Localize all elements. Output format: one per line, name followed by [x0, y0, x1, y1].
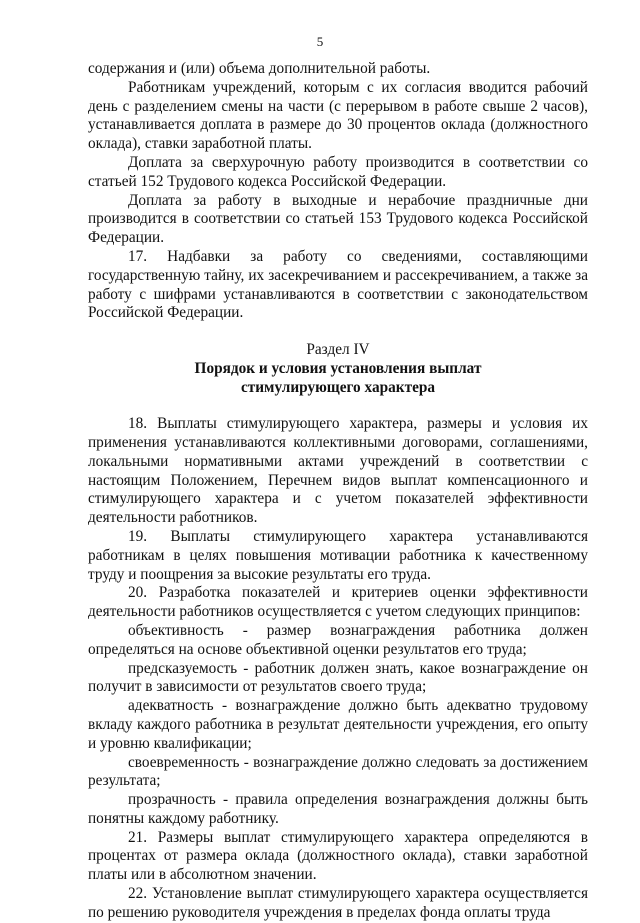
section-title-line: Порядок и условия установления выплат — [194, 360, 482, 378]
paragraph: 19. Выплаты стимулирующего характера устанавливаются работникам в целях повышения мотивации работника к качественному труду и поощрения за высокие результаты его труда. — [88, 527, 588, 583]
section-heading — [88, 340, 588, 397]
paragraph: 18. Выплаты стимулирующего характера, размеры и условия их применения устанавливаются коллективными договорами, соглашениями, локальными нормативными актами учреждений в соответствии с настоящим Положением, Перечнем видов выплат компенсационного и стимулирующего характера и с учетом показателей эффективности деятельности работников. — [88, 415, 588, 527]
list-item: прозрачность - правила определения вознаграждения должны быть понятны каждому работнику. — [88, 791, 588, 827]
list-item: адекватность - вознаграждение должно быть адекватно трудовому вкладу каждого работника в результат деятельности учреждения, его опыту и уровню квалификации; — [88, 697, 588, 752]
paragraph: 21. Размеры выплат стимулирующего характера определяются в процентах от размера оклада (должностного оклада), ставки заработной платы или в абсолютном значении. — [88, 828, 588, 884]
list-item: предсказуемость - работник должен знать, какое вознаграждение он получит в зависимости от результатов своего труда; — [88, 659, 588, 696]
paragraph: содержания и (или) объема дополнительной работы. — [88, 60, 431, 77]
page-number: 5 — [316, 34, 324, 49]
paragraph: 17. Надбавки за работу со сведениями, составляющими государственную тайну, их засекречиванием и рассекречиванием, а также за работу с шифрами устанавливаются в соответствии с законодательством Российской Федерации. — [88, 247, 588, 322]
paragraph: Доплата за сверхурочную работу производится в соответствии со статьей 152 Трудового кодекса Российской Федерации. — [88, 153, 588, 190]
paragraph: 22. Установление выплат стимулирующего характера осуществляется по решению руководителя учреждения в пределах фонда оплаты труда — [88, 885, 588, 921]
list-item: своевременность - вознаграждение должно следовать за достижением результата; — [88, 753, 588, 790]
paragraph: Работникам учреждений, которым с их согласия вводится рабочий день с разделением смены на части (с перерывом в работе свыше 2 часов), устанавливается доплата в размере до 30 процентов оклада (должностного оклада), ставки заработной платы. — [88, 78, 588, 153]
document-body — [88, 60, 588, 923]
list-item: объективность - размер вознаграждения работника должен определяться на основе объективной оценки результатов его труда; — [88, 621, 588, 658]
section-number: Раздел IV — [306, 341, 370, 359]
paragraph: 20. Разработка показателей и критериев оценки эффективности деятельности работников осуществляется с учетом следующих принципов: — [88, 584, 588, 621]
section-title-line: стимулирующего характера — [240, 379, 436, 397]
paragraph: Доплата за работу в выходные и нерабочие праздничные дни производится в соответствии со статьей 153 Трудового кодекса Российской Федерации. — [88, 191, 588, 247]
